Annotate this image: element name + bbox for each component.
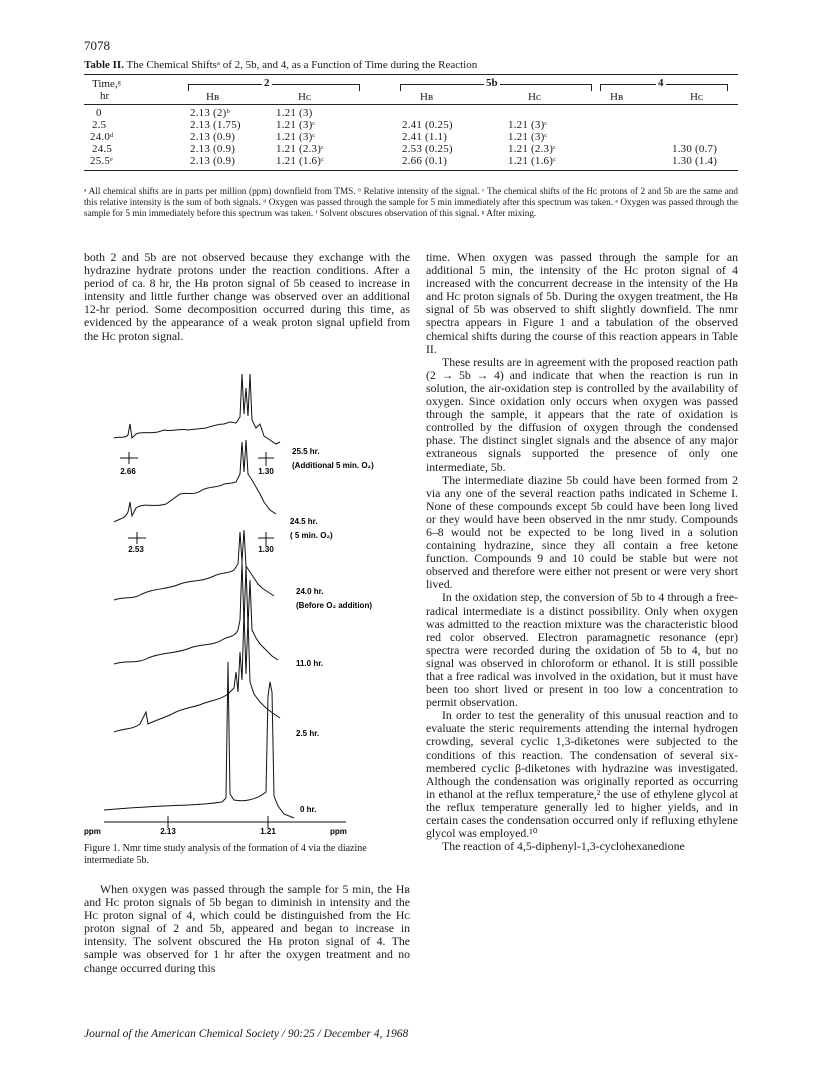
cell-2-hb: 2.13 (0.9) (190, 131, 236, 143)
cell-5b-hb: 2.41 (1.1) (402, 131, 448, 143)
peak-label: 1.30 (258, 545, 274, 554)
subheader-2-hc: Hᴄ (298, 91, 312, 103)
paragraph: The intermediate diazine 5b could have been formed from 2 via any one of the several reaction paths indicated in Scheme I. None of these compounds except 5b could have been long lived or they would have been observed in the nmr study. Compounds 6–8 would not be expected to be long lived in a solution containing hydrazine, since they all contain a free ketone function. Compounds 9 and 10 could be stable but were not observed and therefore were either not present or were very short lived. (426, 472, 738, 592)
right-column (426, 251, 738, 853)
cell-5b-hc: 1.21 (2.3)ᶜ (508, 143, 557, 155)
paragraph: In the oxidation step, the conversion of 5b to 4 through a free-radical intermediate is a distinct possibility. Only when oxygen was admitted to the reaction mixture was the characteristic blood red color observed. Electron paramagnetic resonance (epr) spectra were recorded during the oxidation of 5b to 4, but no signal was observed in chloroform or ethanol. It is still possible that a free radical was involved in the oxidation, but it must have been too short lived or present in too low a concentration to permit observation. (426, 590, 738, 710)
subheader-4-hb: Hʙ (610, 91, 624, 103)
peak-label: 1.30 (258, 467, 274, 476)
spectrum-time-label: 11.0 hr. (296, 659, 324, 668)
spectrum-note-label: (Additional 5 min. O₂) (292, 461, 374, 470)
table-header-rule (84, 104, 738, 105)
paragraph: both 2 and 5b are not observed because they exchange with the hydrazine hydrate protons under the reaction conditions. After a period of ca. 8 hr, the Hʙ proton signal of 5b ceased to increase in intensity and little further change was observed over an additional 12-hr period. Some decomposition occurred during this time, as evidenced by the appearance of a weak proton signal upfield from the Hᴄ proton signal. (84, 250, 410, 343)
axis-unit-left: ppm (84, 827, 101, 836)
paragraph: In order to test the generality of this unusual reaction and to evaluate the steric requirements attending the internal hydrogen crowding, several cyclic 1,3-diketones were subjected to the conditions of this reaction. The condensation of several six-membered cyclic β-diketones with hydrazine was investigated. Although the condensation was originally reported as occurring in ethanol at the reflux temperature,² the use of ethylene glycol at the reflux temperature generally led to higher yields, and in certain cases the condensation occurred only if refluxing ethylene glycol was employed.¹⁰ (426, 708, 738, 841)
cell-2-hc: 1.21 (2.3)ᶜ (276, 143, 325, 155)
cell-time: 24.0ᵈ (90, 131, 114, 143)
spectrum-trace-2-5 (114, 612, 280, 732)
peak-marker-1-30-b (258, 532, 274, 546)
cell-2-hb: 2.13 (0.9) (190, 143, 236, 155)
page-number: 7078 (84, 38, 110, 53)
spectrum-trace-25-5 (114, 374, 280, 444)
spectrum-note-label: (Before O₂ addition) (296, 601, 372, 610)
axis-mark-label: 2.13 (160, 827, 176, 836)
spectrum-time-label: 0 hr. (300, 805, 317, 814)
peak-label: 2.66 (120, 467, 136, 476)
cell-time: 2.5 (92, 119, 107, 131)
spectrum-trace-0 (104, 662, 294, 818)
cell-2-hc: 1.21 (3)ᶜ (276, 119, 316, 131)
spectrum-trace-24-5 (114, 440, 276, 522)
cell-2-hb: 2.13 (0.9) (190, 155, 236, 167)
group-label-5b: 5b (486, 77, 498, 89)
axis-mark-label: 1.21 (260, 827, 276, 836)
cell-2-hc: 1.21 (3) (276, 107, 313, 119)
spectrum-time-label: 2.5 hr. (296, 729, 320, 738)
cell-4-hc: 1.30 (1.4) (672, 155, 718, 167)
spectrum-time-label: 24.5 hr. (290, 517, 318, 526)
table-caption (84, 59, 477, 71)
left-column-bottom (84, 883, 410, 975)
paragraph: The reaction of 4,5-diphenyl-1,3-cyclohexanedione (442, 839, 685, 854)
spectrum-note-label: ( 5 min. O₂) (290, 531, 333, 540)
cell-2-hc: 1.21 (1.6)ᶜ (276, 155, 325, 167)
peak-label: 2.53 (128, 545, 144, 554)
peak-marker-1-30-a (258, 452, 274, 466)
paragraph: When oxygen was passed through the sample for 5 min, the Hʙ and Hᴄ proton signals of 5b began to diminish in intensity and the Hᴄ proton signal of 4, which could be distinguished from the Hᴄ proton signal of 2 and 5b, appeared and began to increase in intensity. The solvent obscured the Hʙ proton signal of 4. The sample was observed for 1 hr after the oxygen treatment and no change occurred during this (84, 882, 410, 975)
axis-line (104, 816, 346, 828)
left-column-top (84, 251, 410, 343)
cell-5b-hb: 2.66 (0.1) (402, 155, 448, 167)
cell-time: 0 (96, 107, 102, 119)
group-label-2: 2 (264, 77, 270, 89)
peak-marker-2-66 (120, 452, 138, 464)
cell-5b-hb: 2.41 (0.25) (402, 119, 453, 131)
spectrum-time-label: 25.5 hr. (292, 447, 320, 456)
cell-2-hb: 2.13 (1.75) (190, 119, 241, 131)
subheader-2-hb: Hʙ (206, 91, 220, 103)
cell-5b-hc: 1.21 (1.6)ᶜ (508, 155, 557, 167)
table-top-rule (84, 74, 738, 75)
cell-4-hc: 1.30 (0.7) (672, 143, 718, 155)
subheader-4-hc: Hᴄ (690, 91, 704, 103)
table-bottom-rule (84, 170, 738, 171)
time-unit: hr (100, 90, 110, 102)
cell-time: 25.5ᵉ (90, 155, 114, 167)
figure-caption: Figure 1. Nmr time study analysis of the formation of 4 via the diazine intermediate 5b. (84, 843, 367, 866)
paragraph: These results are in agreement with the proposed reaction path (2 → 5b → 4) and indicate that when the reaction is run in solution, the air-oxidation step is controlled by the availability of oxygen. Since oxidation only occurs when oxygen was passed through the sample, it appears that the rate of oxidation is controlled by the diffusion of oxygen through the condensed phase. The distinct singlet signals and the absence of any major extraneous signals supported the presence of only one intermediate, 5b. (426, 354, 738, 474)
table-caption-label: Table II. (84, 59, 124, 71)
nmr-figure (84, 362, 414, 837)
time-header: Time,ᵍ (92, 78, 121, 90)
paragraph: time. When oxygen was passed through the sample for an additional 5 min, the intensity of the Hᴄ proton signal of 4 increased with the concurrent decrease in the intensity of the Hʙ and Hᴄ proton signals of 5b. During the oxygen treatment, the Hʙ signal of 5b was observed to shift slightly downfield. The nmr spectra appears in Figure 1 and a tabulation of the observed chemical shifts during the course of this reaction appears in Table II. (426, 250, 738, 356)
peak-marker-2-53 (128, 532, 146, 544)
table-footnote: ᵃ All chemical shifts are in parts per million (ppm) downfield from TMS. ᵇ Relative intensity of the signal. ᶜ The chemical shifts of the Hᴄ protons of 2 and 5b are the same and this relative intensity is the sum of both signals. ᵈ Oxygen was passed through the sample for 5 min immediately after this spectrum was taken. ᵉ Oxygen was passed through the sample for 5 min immediately before this spectrum was taken. ᶠ Solvent obscures observation of this signal. ᵍ After mixing. (84, 186, 738, 218)
cell-2-hc: 1.21 (3)ᶜ (276, 131, 316, 143)
spectrum-time-label: 24.0 hr. (296, 587, 324, 596)
subheader-5b-hc: Hᴄ (528, 91, 542, 103)
cell-2-hb: 2.13 (2)ᵇ (190, 107, 231, 119)
subheader-5b-hb: Hʙ (420, 91, 434, 103)
table-caption-text: The Chemical Shiftsᵃ of 2, 5b, and 4, as a Function of Time during the Reaction (126, 59, 478, 71)
group-brace-2 (188, 84, 360, 91)
axis-unit-right: ppm (330, 827, 347, 836)
cell-5b-hb: 2.53 (0.25) (402, 143, 453, 155)
cell-5b-hc: 1.21 (3)ᶜ (508, 131, 548, 143)
group-label-4: 4 (658, 77, 664, 89)
cell-time: 24.5 (92, 143, 113, 155)
cell-5b-hc: 1.21 (3)ᶜ (508, 119, 548, 131)
journal-footer: Journal of the American Chemical Society / 90:25 / December 4, 1968 (84, 1028, 409, 1040)
